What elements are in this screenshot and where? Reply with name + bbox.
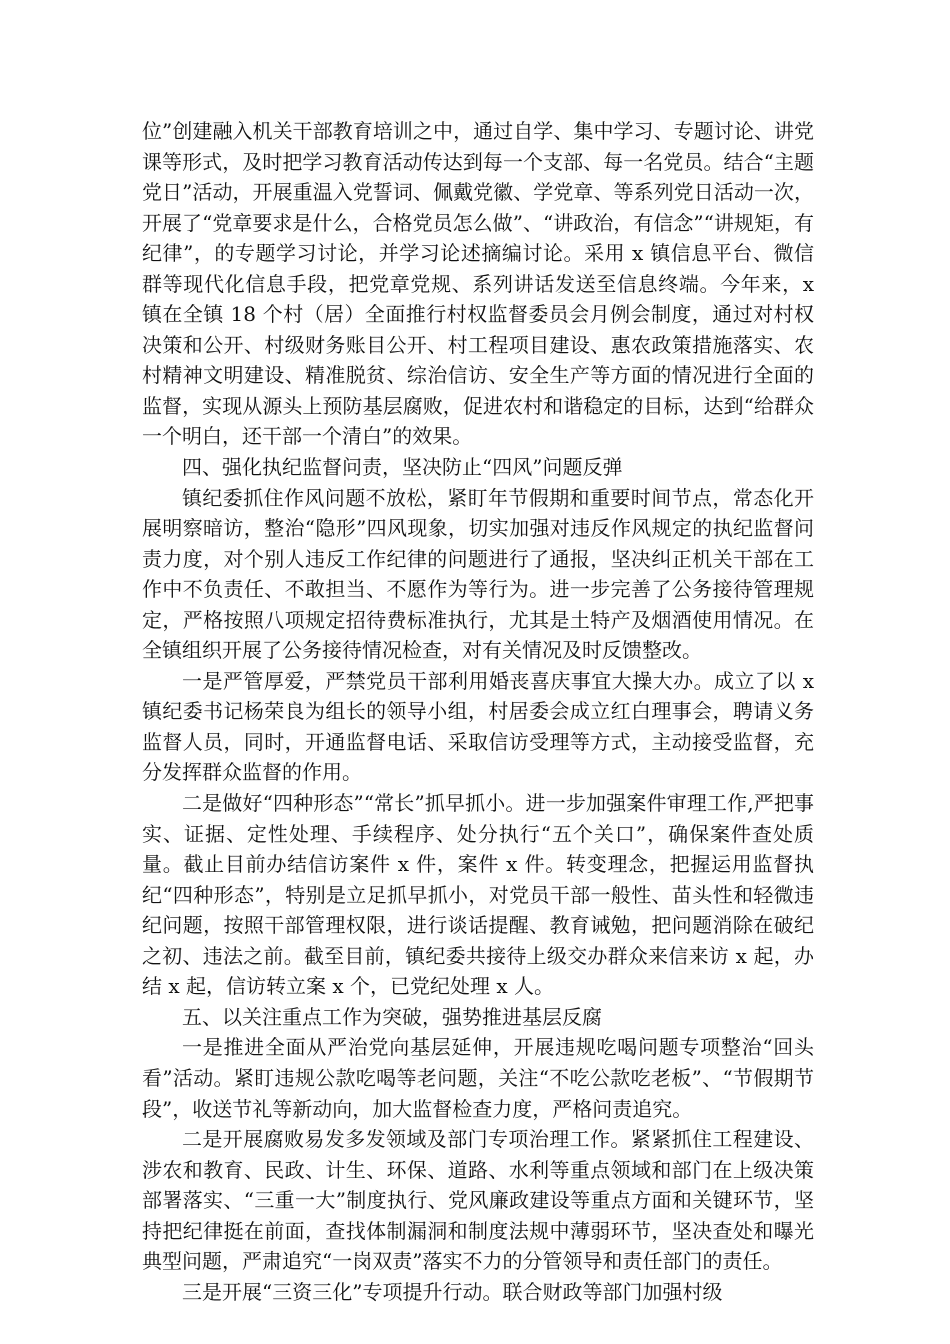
section-heading-four: 四、强化执纪监督问责，坚决防止“四风”问题反弹 [182, 455, 623, 480]
paragraph-strict-management: 一是严管厚爱，严禁党员干部利用婚丧喜庆事宜大操大办。成立了以 x 镇纪委书记杨荣良为组长的领导小组，村居委会成立红白理事会，聘请义务监督人员，同时，开通监督电话、采取信访受理等方式，主动接受监督，充分发挥群众监督的作用。 [142, 668, 814, 785]
document-body [142, 116, 814, 1307]
paragraph-corruption-governance: 二是开展腐败易发多发领域及部门专项治理工作。紧紧抓住工程建设、涉农和教育、民政、计生、环保、道路、水利等重点领域和部门在上级决策部署落实、“三重一大”制度执行、党风廉政建设等重点方面和关键环节，坚持把纪律挺在前面，查找体制漏洞和制度法规中薄弱环节，坚决查处和曝光典型问题，严肃追究“一岗双责”落实不力的分管领导和责任部门的责任。 [142, 1127, 814, 1274]
paragraph-party-governance: 一是推进全面从严治党向基层延伸，开展违规吃喝问题专项整治“回头看”活动。紧盯违规公款吃喝等老问题，关注“不吃公款吃老板”、“节假期节段”，收送节礼等新动向，加大监督检查力度，严格问责追究。 [142, 1035, 814, 1121]
paragraph-continuation: 位”创建融入机关干部教育培训之中，通过自学、集中学习、专题讨论、讲党课等形式，及时把学习教育活动传达到每一个支部、每一名党员。结合“主题党日”活动，开展重温入党誓词、佩戴党徽、学党章、等系列党日活动一次，开展了“党章要求是什么，合格党员怎么做”、“讲政治，有信念”“讲规矩，有纪律”，的专题学习讨论，并学习论述摘编讨论。采用 x 镇信息平台、微信群等现代化信息手段，把党章党规、系列讲话发送至信息终端。今年来，x 镇在全镇 18 个村（居）全面推行村权监督委员会月例会制度，通过对村权决策和公开、村级财务账目公开、村工程项目建设、惠农政策措施落实、农村精神文明建设、精准脱贫、综治信访、安全生产等方面的情况进行全面的监督，实现从源头上预防基层腐败，促进农村和谐稳定的目标，达到“给群众一个明白，还干部一个清白”的效果。 [142, 119, 814, 449]
paragraph-three-assets: 三是开展“三资三化”专项提升行动。联合财政等部门加强村级 [182, 1279, 723, 1304]
section-heading-five: 五、以关注重点工作为突破，强势推进基层反腐 [182, 1004, 602, 1029]
paragraph-four-forms: 二是做好“四种形态”“常长”抓早抓小。进一步加强案件审理工作,严把事实、证据、定性处理、手续程序、处分执行“五个关口”，确保案件查处质量。截止目前办结信访案件 x 件，案件 x 件。转变理念，把握运用监督执纪“四种形态”，特别是立足抓早抓小，对党员干部一般性、苗头性和轻微违纪问题，按照干部管理权限，进行谈话提醒、教育诫勉，把问题消除在破纪之初、违法之前。截至目前，镇纪委共接待上级交办群众来信来访 x 起，办结 x 起，信访转立案 x 个，已党纪处理 x 人。 [142, 791, 814, 999]
paragraph-style-supervision: 镇纪委抓住作风问题不放松，紧盯年节假期和重要时间节点，常态化开展明察暗访，整治“隐形”四风现象，切实加强对违反作风规定的执纪监督问责力度，对个别人违反工作纪律的问题进行了通报，坚决纠正机关干部在工作中不负责任、不敢担当、不愿作为等行为。进一步完善了公务接待管理规定，严格按照八项规定招待费标准执行，尤其是土特产及烟酒使用情况。在全镇组织开展了公务接待情况检查，对有关情况及时反馈整改。 [142, 485, 814, 663]
